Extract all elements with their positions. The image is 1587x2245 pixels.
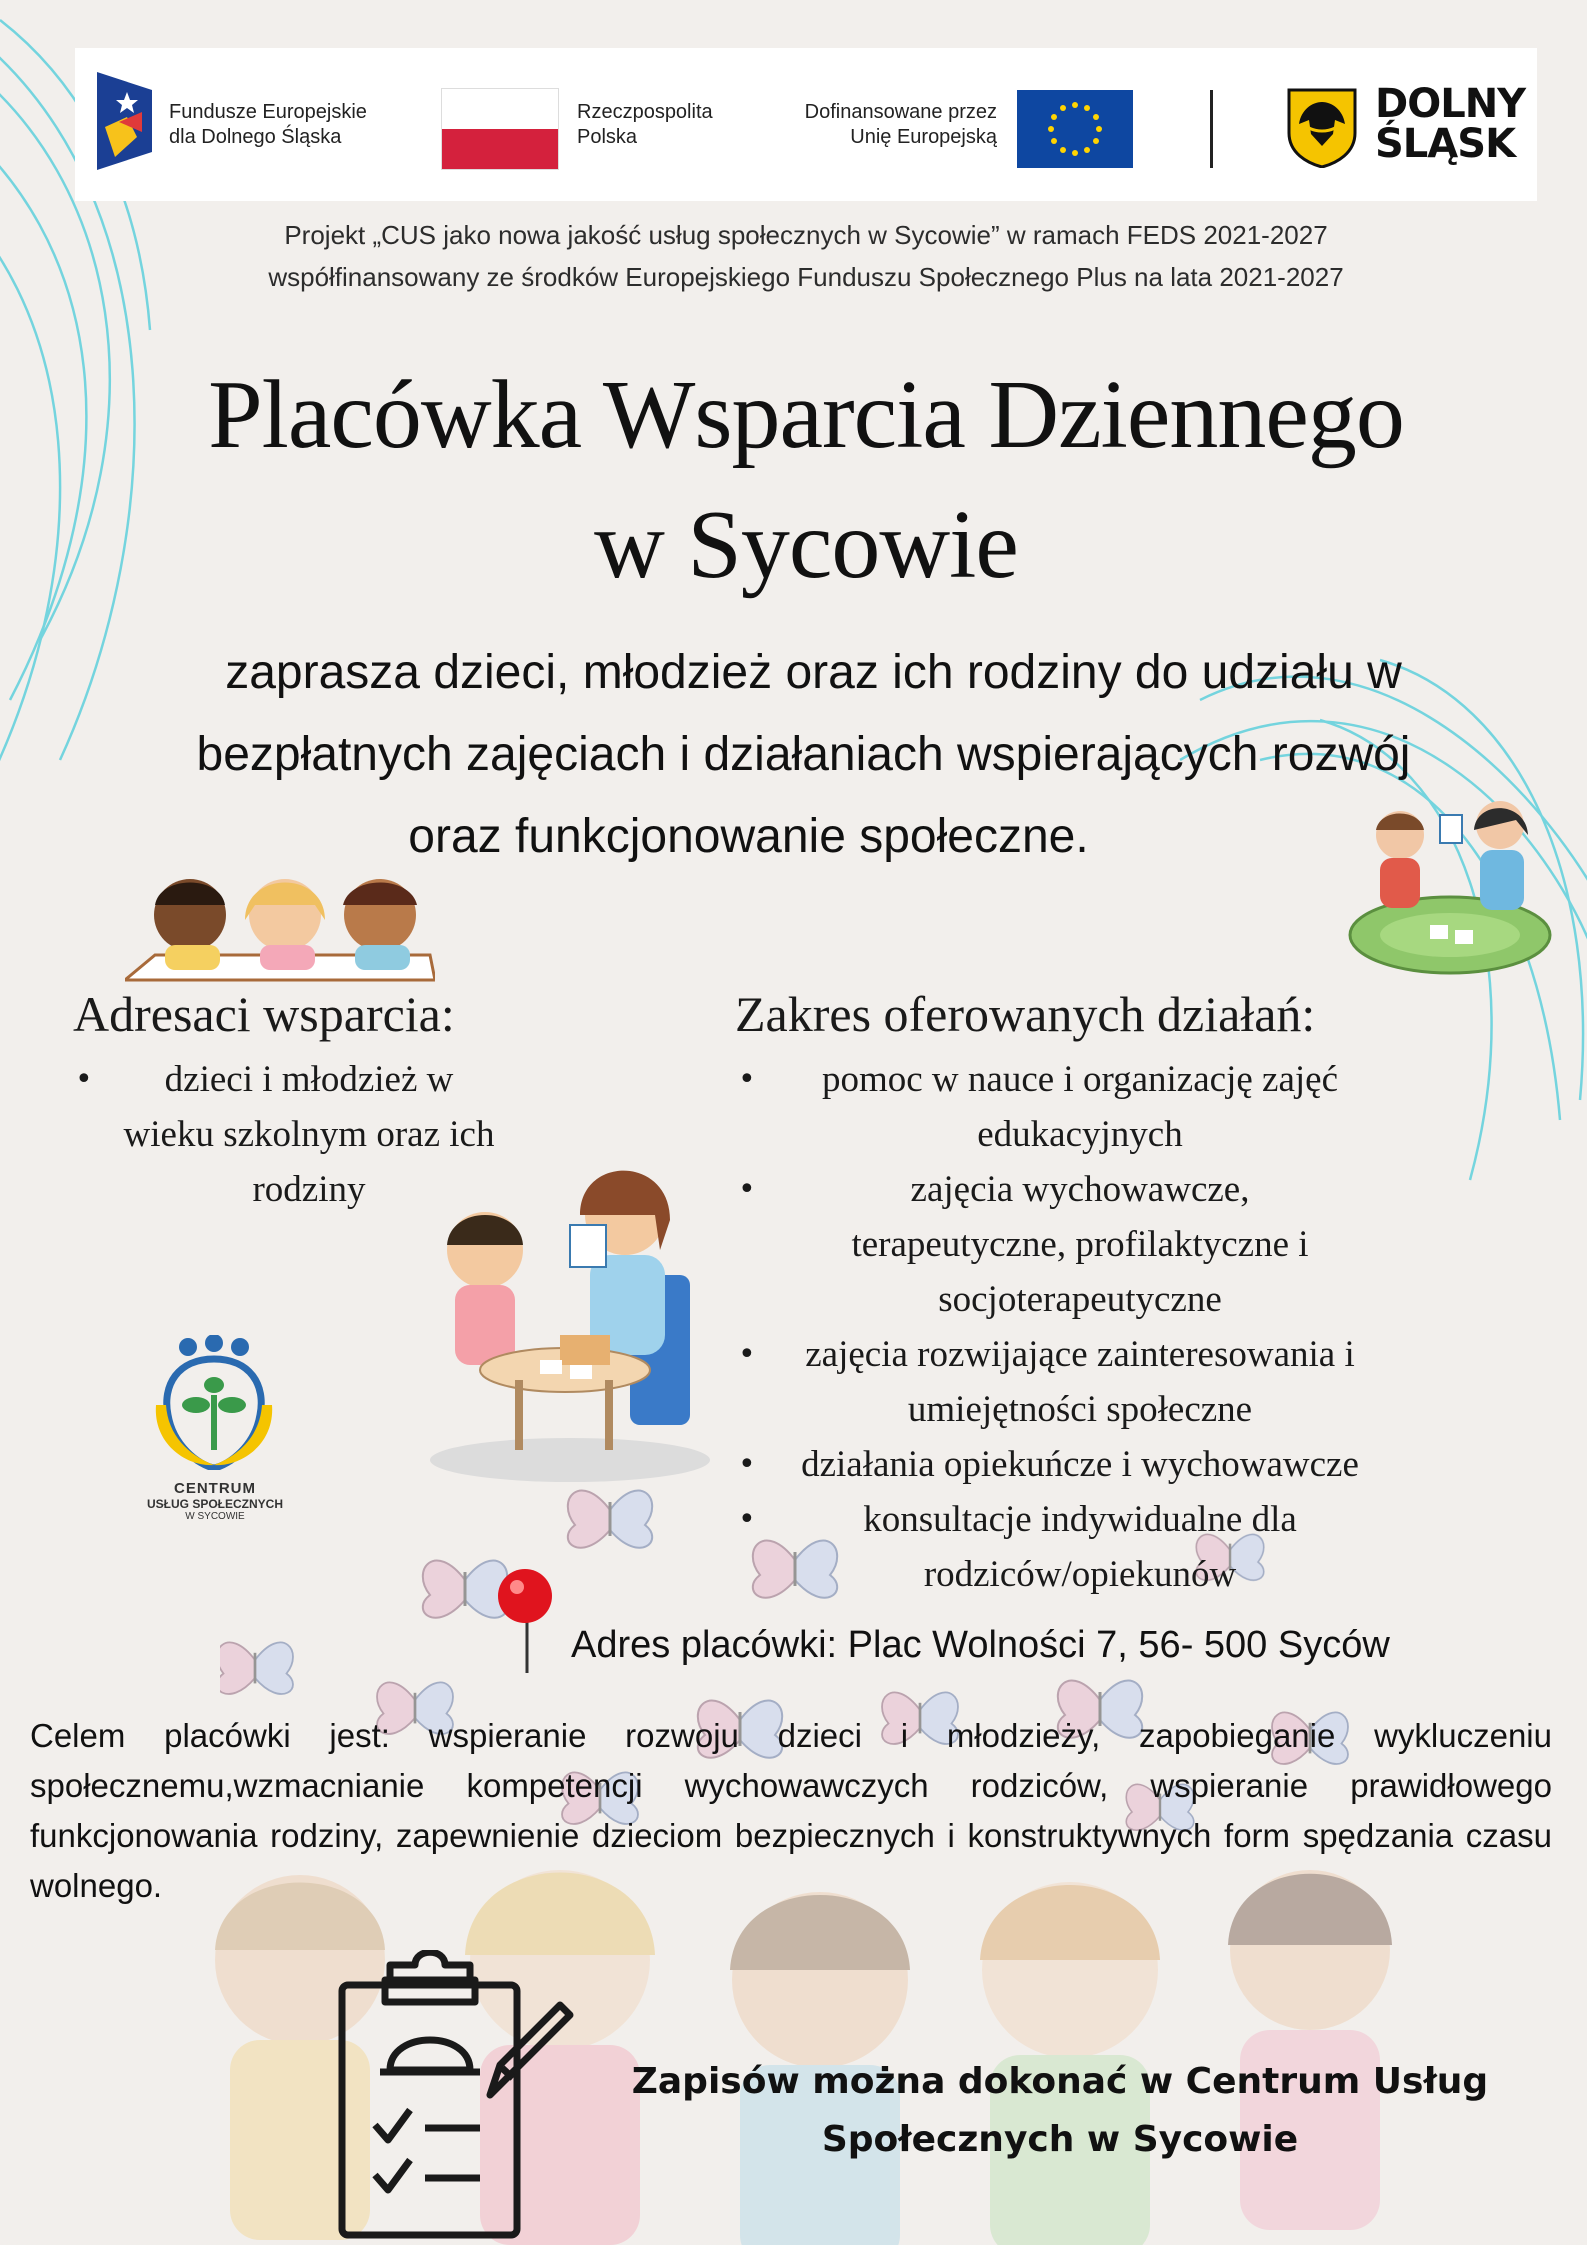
signup-info [540, 2053, 1580, 2169]
scope-heading: Zakres oferowanych działań: [735, 986, 1316, 1042]
polish-flag-icon [441, 88, 559, 170]
title-line-2: w Sycowie [594, 491, 1018, 599]
address-text: Adres placówki: Plac Wolności 7, 56- 500 Syców [571, 1624, 1390, 1666]
dolny-slask-line2: ŚLĄSK [1375, 121, 1516, 167]
logo-divider [1210, 90, 1213, 168]
list-item: • dzieci i młodzież w wieku szkolnym oraz ich rodziny [80, 1052, 500, 1217]
fundusze-europejskie-icon [97, 72, 152, 170]
eu-text-line1: Dofinansowane przez [804, 101, 997, 123]
project-info [75, 214, 1537, 298]
intro-line-1: zaprasza dzieci, młodzież oraz ich rodziny do udziału w [225, 646, 1402, 699]
cus-logo-text [110, 1480, 320, 1522]
page-title [40, 350, 1572, 610]
project-line-2: współfinansowany ze środków Europejskiego Funduszu Społecznego Plus na lata 2021-2027 [268, 262, 1344, 292]
signup-line-2: Społecznych w Sycowie [821, 2119, 1299, 2160]
teacher-child-table-illustration [420, 1155, 720, 1485]
list-item: • działania opiekuńcze i wychowawcze [800, 1437, 1360, 1492]
targets-heading: Adresaci wsparcia: [73, 986, 455, 1042]
rp-name-line2: Polska [577, 126, 638, 148]
scope-list [800, 1052, 1360, 1602]
intro-line-2: bezpłatnych zajęciach i działaniach wspierających rozwój [196, 728, 1411, 781]
title-line-1: Placówka Wsparcia Dziennego [208, 361, 1404, 469]
dolny-slask-line1: DOLNY [1375, 81, 1526, 127]
rp-name-line1: Rzeczpospolita [577, 101, 713, 123]
goal-paragraph: Celem placówki jest: wspieranie rozwoju dzieci i młodzieży, zapobieganie wykluczeniu społecznemu,wzmacnianie kompetencji wychowawczych rodziców, wspieranie prawidłowego funkcjonowania rodziny, zapewnienie dzieciom bezpiecznych i konstruktywnych form spędzania czasu wolnego. [30, 1717, 1552, 1904]
fe-name-line2: dla Dolnego Śląska [169, 126, 342, 148]
logo-bar [75, 48, 1537, 201]
intro-line-3: oraz funkcjonowanie społeczne. [408, 810, 1089, 863]
eu-text-line2: Unię Europejską [850, 126, 997, 148]
map-pin-icon [495, 1568, 555, 1678]
project-line-1: Projekt „CUS jako nowa jakość usług społecznych w Sycowie” w ramach FEDS 2021-2027 [284, 220, 1328, 250]
cus-logo-line1: CENTRUM [174, 1480, 256, 1497]
dolny-slask-crest-icon [1287, 88, 1357, 168]
cus-logo-icon [148, 1335, 280, 1470]
cus-logo-line2: USŁUG SPOŁECZNYCH [146, 1497, 283, 1511]
kids-playing-cards-illustration [1340, 780, 1560, 980]
list-item: • pomoc w nauce i organizację zajęć edukacyjnych [800, 1052, 1360, 1162]
cus-logo-line3: W SYCOWIE [185, 1511, 245, 1522]
fe-name-line1: Fundusze Europejskie [169, 101, 367, 123]
eu-flag-icon [1017, 90, 1133, 168]
list-item: • konsultacje indywidualne dla rodziców/opiekunów [800, 1492, 1360, 1602]
three-kids-illustration [125, 865, 435, 985]
signup-line-1: Zapisów można dokonać w Centrum Usług [631, 2061, 1489, 2102]
list-item: • zajęcia wychowawcze, terapeutyczne, profilaktyczne i socjoterapeutyczne [800, 1162, 1360, 1327]
list-item: • zajęcia rozwijające zainteresowania i umiejętności społeczne [800, 1327, 1360, 1437]
